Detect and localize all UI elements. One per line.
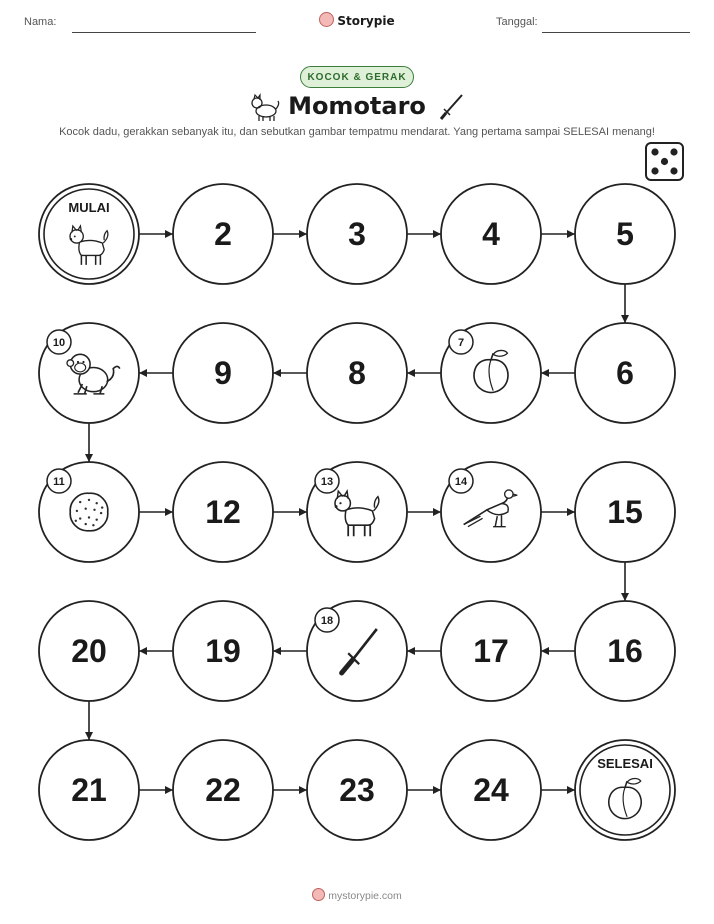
- path-arrow: [407, 508, 441, 516]
- square-number-badge: 13: [320, 476, 334, 488]
- square-number: 4: [482, 216, 500, 252]
- brand-name: Storypie: [337, 14, 395, 28]
- square-number-badge: 18: [320, 615, 334, 627]
- square-number: 21: [71, 772, 107, 808]
- path-arrow: [541, 786, 575, 794]
- board-square: [39, 462, 139, 562]
- path-arrow: [273, 369, 307, 377]
- dumpling-icon: [70, 493, 108, 531]
- storypie-footer-logo-icon: [312, 888, 325, 901]
- path-arrow: [85, 423, 93, 462]
- path-arrow: [407, 230, 441, 238]
- path-arrow: [139, 786, 173, 794]
- board-square: [441, 462, 541, 562]
- board-square: [441, 601, 541, 701]
- path-arrow: [139, 369, 173, 377]
- path-arrow: [621, 284, 629, 323]
- board-square: [39, 740, 139, 840]
- board-square: [173, 601, 273, 701]
- square-number: 16: [607, 633, 643, 669]
- path-arrow: [407, 647, 441, 655]
- path-arrow: [273, 508, 307, 516]
- instructions: Kocok dadu, gerakkan sebanyak itu, dan sebutkan gambar tempatmu mendarat. Yang pertama sampai SELESAI menang!: [59, 126, 655, 138]
- path-arrow: [273, 786, 307, 794]
- square-number: 15: [607, 494, 643, 530]
- board-square: [307, 184, 407, 284]
- square-number: 2: [214, 216, 232, 252]
- square-number: 23: [339, 772, 375, 808]
- path-arrow: [139, 508, 173, 516]
- start-label: MULAI: [68, 200, 110, 215]
- board-square: [39, 184, 139, 284]
- board-square: [173, 184, 273, 284]
- board-square: [575, 740, 675, 840]
- board-square: [307, 740, 407, 840]
- path-arrow: [139, 230, 173, 238]
- square-number: 8: [348, 355, 366, 391]
- square-number: 12: [205, 494, 241, 530]
- square-number: 5: [616, 216, 634, 252]
- square-number-badge: 14: [454, 476, 468, 488]
- date-label: Tanggal:: [496, 16, 538, 28]
- path-arrow: [407, 369, 441, 377]
- square-number: 19: [205, 633, 241, 669]
- path-arrow: [139, 647, 173, 655]
- path-arrow: [541, 369, 575, 377]
- board-square: [441, 184, 541, 284]
- path-arrow: [621, 562, 629, 601]
- square-number: 20: [71, 633, 107, 669]
- board-square: [39, 323, 139, 423]
- path-arrow: [273, 647, 307, 655]
- activity-badge: KOCOK & GERAK: [300, 66, 414, 88]
- footer-url: mystorypie.com: [328, 890, 402, 902]
- board-square: [173, 462, 273, 562]
- path-arrow: [85, 701, 93, 740]
- board-square: [173, 740, 273, 840]
- square-number-badge: 10: [52, 337, 66, 349]
- board-square: [39, 601, 139, 701]
- finish-label: SELESAI: [597, 756, 653, 771]
- path-arrow: [541, 647, 575, 655]
- footer: [0, 888, 714, 902]
- board-square: [307, 462, 407, 562]
- square-number: 9: [214, 355, 232, 391]
- path-arrow: [273, 230, 307, 238]
- path-arrow: [541, 230, 575, 238]
- square-number: 17: [473, 633, 509, 669]
- board-square: [173, 323, 273, 423]
- board-square: [575, 323, 675, 423]
- board-square: [575, 462, 675, 562]
- board-square: [575, 601, 675, 701]
- square-number: 24: [473, 772, 509, 808]
- page-title: Momotaro: [288, 92, 426, 120]
- path-arrow: [541, 508, 575, 516]
- square-number: 22: [205, 772, 241, 808]
- path-arrow: [407, 786, 441, 794]
- square-number: 6: [616, 355, 634, 391]
- dice-icon: [646, 143, 683, 180]
- board-square: [307, 323, 407, 423]
- board-square: [575, 184, 675, 284]
- square-number-badge: 7: [457, 337, 465, 349]
- name-label: Nama:: [24, 16, 57, 28]
- square-number-badge: 11: [53, 476, 65, 488]
- board-square: [307, 601, 407, 701]
- board-square: [441, 323, 541, 423]
- board-square: [441, 740, 541, 840]
- square-number: 3: [348, 216, 366, 252]
